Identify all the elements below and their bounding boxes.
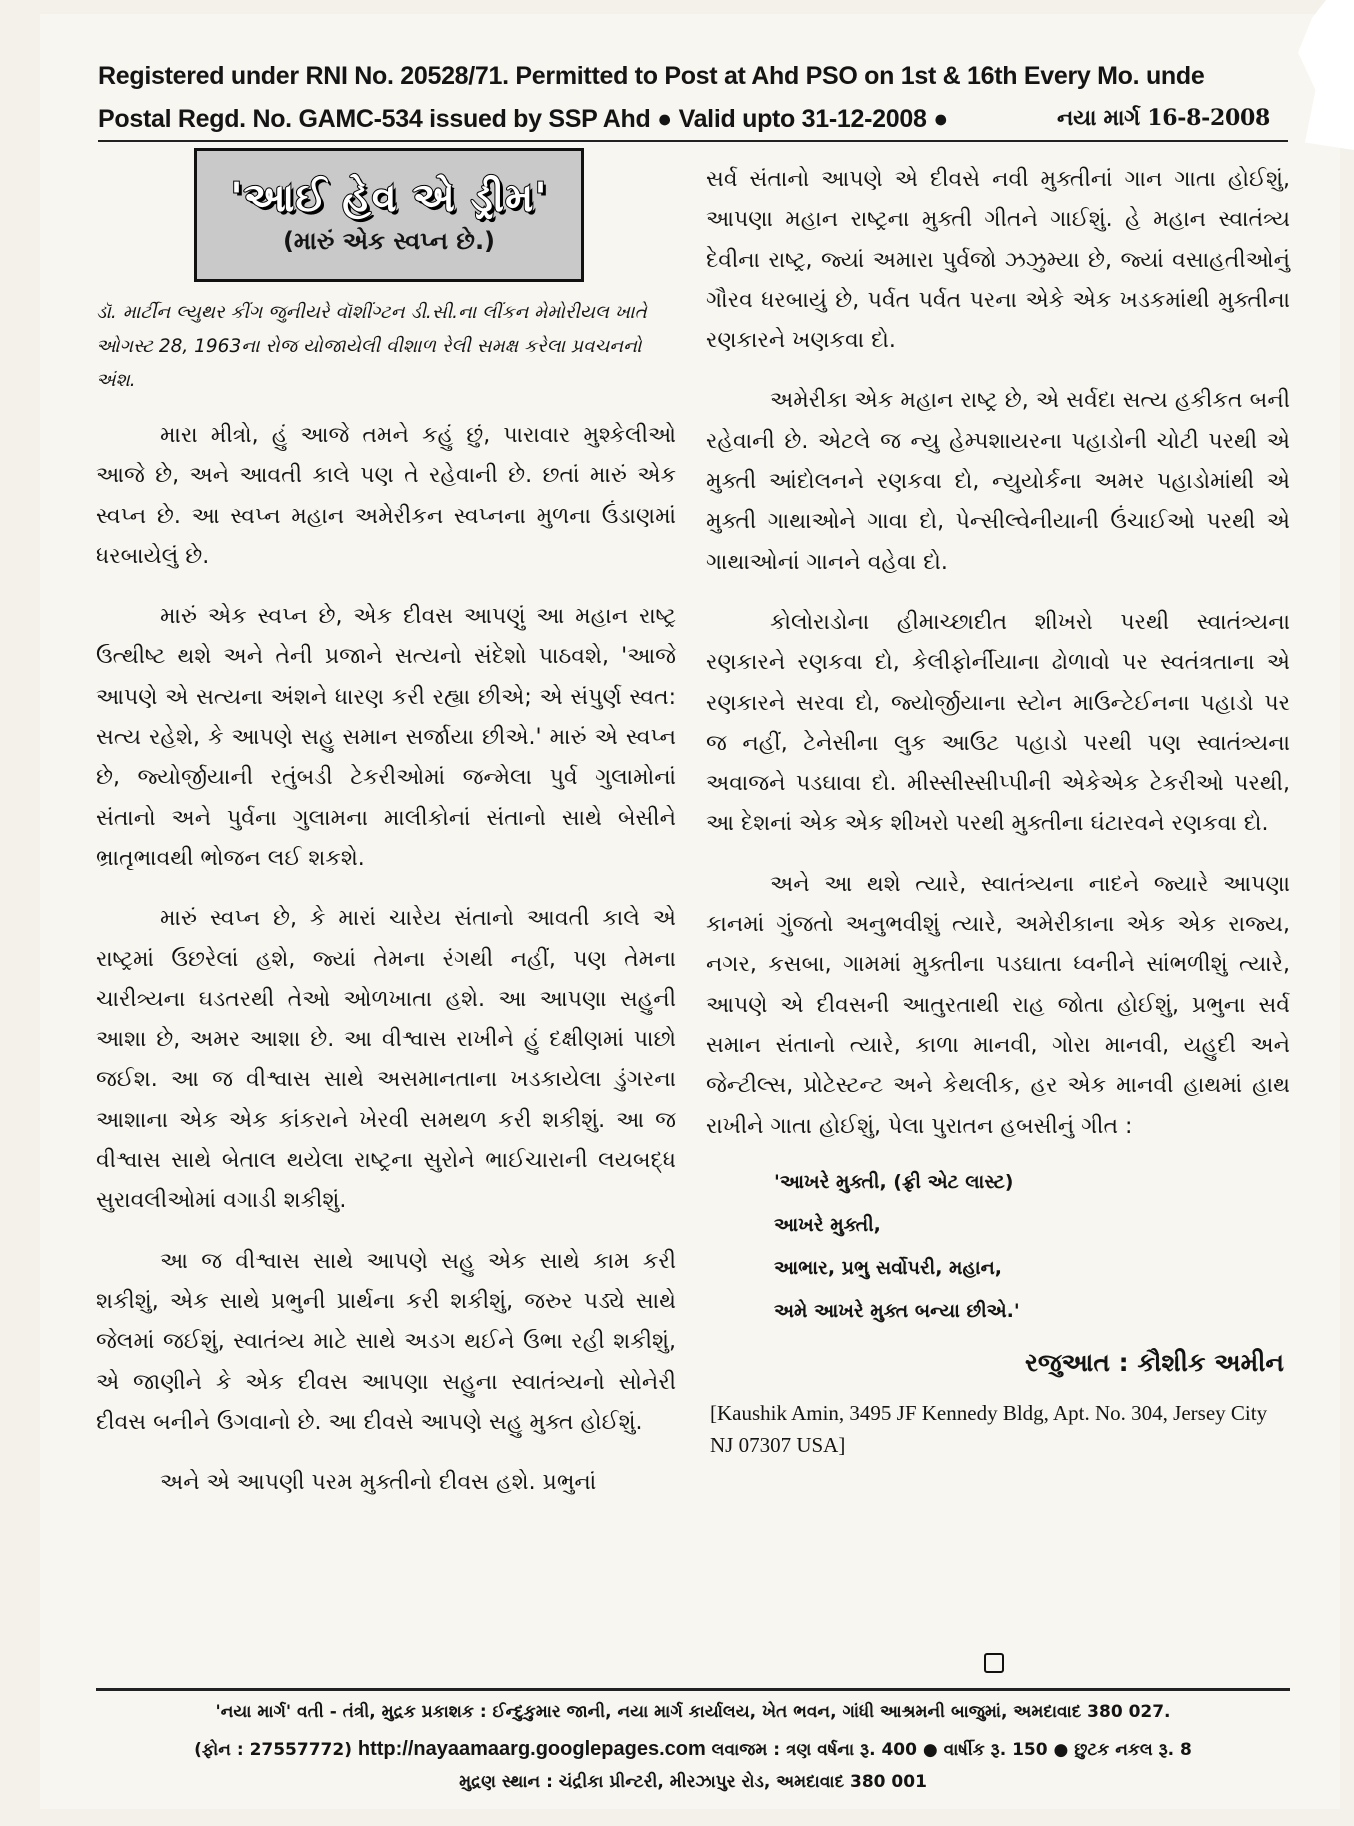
header-rule xyxy=(98,140,1288,142)
article-intro: ડૉ. માર્ટીન લ્યુથર કીંગ જુનીયરે વૉશીંગ્ટન ડી.સી.ના લીંકન મેમોરીયલ ખાતે ઓગસ્ટ 28, 1963ના રોજ યોજાયેલી વીશાળ રેલી સમક્ષ કરેલા પ્રવચનનો અંશ. xyxy=(96,302,647,391)
subscription-text: લવાજમ : ત્રણ વર્ષના રૂ. 400 ● વાર્ષીક રૂ. 150 ● છુટક નકલ રૂ. 8 xyxy=(711,1740,1192,1760)
song-line: 'આખરે મુક્તી, (ફ્રી એટ લાસ્ટ) xyxy=(774,1170,1014,1193)
postal-regd-text: Postal Regd. No. GAMC-534 issued by SSP Ahd ● Valid upto 31-12-2008 ● xyxy=(98,105,949,133)
paragraph: મારું એક સ્વપ્ન છે, એક દીવસ આપણું આ મહાન રાષ્ટ્ર ઉત્થીષ્ટ થશે અને તેની પ્રજાને સત્યનો સંદેશો પાઠવશે, 'આજે આપણે એ સત્યના અંશને ધારણ કરી રહ્યા છીએ; એ સંપુર્ણ સ્વત: સત્ય રહેશે, કે આપણે સહુ સમાન સર્જાયા છીએ.' મારું એ સ્વપ્ન છે, જ્યોર્જીયાની રતુંબડી ટેકરીઓમાં જન્મેલા પુર્વ ગુલામોનાં સંતાનો અને પુર્વના ગુલામના માલીકોનાં સંતાનો સાથે બેસીને ભ્રાતૃભાવથી ભોજન લઈ શકશે. xyxy=(96,604,676,871)
title-box xyxy=(194,148,584,282)
website-link[interactable]: http://nayaamaarg.googlepages.com xyxy=(357,1738,706,1760)
song-line: આભાર, પ્રભુ સર્વોપરી, મહાન, xyxy=(774,1256,1002,1279)
publisher-line: 'નયા માર્ગ' વતી - તંત્રી, મુદ્રક પ્રકાશક : ઈન્દુકુમાર જાની, નયા માર્ગ કાર્યાલય, ખેત ભવન, ગાંધી આશ્રમની બાજુમાં, અમદાવાદ 380 027. xyxy=(215,1702,1171,1722)
paragraph: કોલોરાડોના હીમાચ્છાદીત શીખરો પરથી સ્વાતંત્ર્યના રણકારને રણકવા દો, કેલીફોર્નીયાના ઢોળાવો પર સ્વતંત્રતાના એ રણકારને સરવા દો, જ્યોર્જીયાના સ્ટોન માઉન્ટેઈનના પહાડો પર જ નહીં, ટેનેસીના લુક આઉટ પહાડો પરથી પણ સ્વાતંત્ર્યના અવાજને પડઘાવા દો. મીસ્સીસ્સીપ્પીની એકેએક ટેકરીઓ પરથી, આ દેશનાં એક એક શીખરો પરથી મુક્તીના ઘંટારવને રણકવા દો. xyxy=(706,609,1290,837)
author-signature: રજુઆત : કૌશીક અમીન xyxy=(1024,1347,1284,1377)
left-column xyxy=(96,296,676,1523)
song-line: અમે આખરે મુક્ત બન્યા છીએ.' xyxy=(774,1299,1020,1322)
article-title: 'આઈ હેવ એ ડ્રીમ' xyxy=(230,175,548,221)
right-column xyxy=(706,160,1290,1461)
issue-date: નયા માર્ગ 16-8-2008 xyxy=(1056,105,1270,131)
contact-subscription-line xyxy=(96,1738,1290,1761)
end-of-article-mark xyxy=(984,1653,1004,1673)
postal-registration-line: Registered under RNI No. 20528/71. Permitted to Post at Ahd PSO on 1st & 16th Every Mo. unde xyxy=(98,62,1205,90)
author-address: [Kaushik Amin, 3495 JF Kennedy Bldg, Apt. No. 304, Jersey City NJ 07307 USA] xyxy=(710,1401,1268,1458)
article-subtitle: (મારું એક સ્વપ્ન છે.) xyxy=(282,227,496,255)
song-line: આખરે મુક્તી, xyxy=(774,1213,881,1236)
paragraph: અમેરીકા એક મહાન રાષ્ટ્ર છે, એ સર્વદા સત્ય હકીકત બની રહેવાની છે. એટલે જ ન્યુ હેમ્પશાયરના પહાડોની ચોટી પરથી એ મુક્તી આંદોલનને રણકવા દો, ન્યુયોર્કના અમર પહાડોમાંથી એ મુક્તી ગાથાઓને ગાવા દો, પેન્સીલ્વેનીયાની ઉંચાઈઓ પરથી એ ગાથાઓનાં ગાનને વહેવા દો. xyxy=(706,388,1290,575)
phone-text: (ફોન : 27557772) xyxy=(194,1740,352,1760)
footer-rule xyxy=(96,1688,1290,1691)
paragraph-continued: સર્વ સંતાનો આપણે એ દીવસે નવી મુક્તીનાં ગાન ગાતા હોઈશું, આપણા મહાન રાષ્ટ્રના મુક્તી ગીતને ગાઈશું. હે મહાન સ્વાતંત્ર્ય દેવીના રાષ્ટ્ર, જ્યાં અમારા પુર્વજો ઝઝુમ્યા છે, જ્યાં વસાહતીઓનું ગૌરવ ધરબાયું છે, પર્વત પર્વત પરના એકે એક ખડકમાંથી મુક્તીના રણકારને ખણકવા દો. xyxy=(706,167,1290,354)
printer-line: મુદ્રણ સ્થાન : ચંદ્રીકા પ્રીન્ટરી, મીરઝાપુર રોડ, અમદાવાદ 380 001 xyxy=(459,1772,927,1792)
paragraph: અને આ થશે ત્યારે, સ્વાતંત્ર્યના નાદને જ્યારે આપણા કાનમાં ગુંજતો અનુભવીશું ત્યારે, અમેરીકાના એક એક રાજ્ય, નગર, કસબા, ગામમાં મુક્તીના પડઘાતા ધ્વનીને સાંભળીશું ત્યારે, આપણે એ દીવસની આતુરતાથી રાહ જોતા હોઈશું, પ્રભુના સર્વ સમાન સંતાનો ત્યારે, કાળા માનવી, ગોરા માનવી, યહુદી અને જેન્ટીલ્સ, પ્રોટેસ્ટન્ટ અને કેથલીક, હર એક માનવી હાથમાં હાથ રાખીને ગાતા હોઈશું, પેલા પુરાતન હબસીનું ગીત : xyxy=(706,871,1290,1139)
paragraph: અને એ આપણી પરમ મુક્તીનો દીવસ હશે. પ્રભુનાં xyxy=(160,1470,597,1496)
song-verse xyxy=(774,1161,1290,1333)
paragraph: મારા મીત્રો, હું આજે તમને કહું છું, પારાવાર મુશ્કેલીઓ આજે છે, અને આવતી કાલે પણ તે રહેવાની છે. છતાં મારું એક સ્વપ્ન છે. આ સ્વપ્ન મહાન અમેરીકન સ્વપ્નના મુળના ઉંડાણમાં ધરબાયેલું છે. xyxy=(96,423,676,569)
paragraph: મારું સ્વપ્ન છે, કે મારાં ચારેય સંતાનો આવતી કાલે એ રાષ્ટ્રમાં ઉછરેલાં હશે, જ્યાં તેમના રંગથી નહીં, પણ તેમના ચારીત્ર્યના ઘડતરથી તેઓ ઓળખાતા હશે. આ આપણા સહુની આશા છે, અમર આશા છે. આ વીશ્વાસ રાખીને હું દક્ષીણમાં પાછો જઈશ. આ જ વીશ્વાસ સાથે અસમાનતાના ખડકાયેલા ડુંગરના આશાના એક એક કાંકરાને ખેરવી સમથળ કરી શકીશું. આ જ વીશ્વાસ સાથે બેતાલ થયેલા રાષ્ટ્રના સુરોને ભાઈચારાની લયબદ્ધ સુરાવલીઓમાં વગાડી શકીશું. xyxy=(96,906,676,1214)
paragraph: આ જ વીશ્વાસ સાથે આપણે સહુ એક સાથે કામ કરી શકીશું, એક સાથે પ્રભુની પ્રાર્થના કરી શકીશું, જરુર પડ્યે સાથે જેલમાં જઈશું, સ્વાતંત્ર્ય માટે સાથે અડગ થઈને ઉભા રહી શકીશું, એ જાણીને કે એક દીવસ આપણા સહુના સ્વાતંત્ર્યનો સોનેરી દીવસ બનીને ઉગવાનો છે. આ દીવસે આપણે સહુ મુક્ત હોઈશું. xyxy=(96,1248,676,1435)
postal-validity-line xyxy=(98,105,1288,134)
